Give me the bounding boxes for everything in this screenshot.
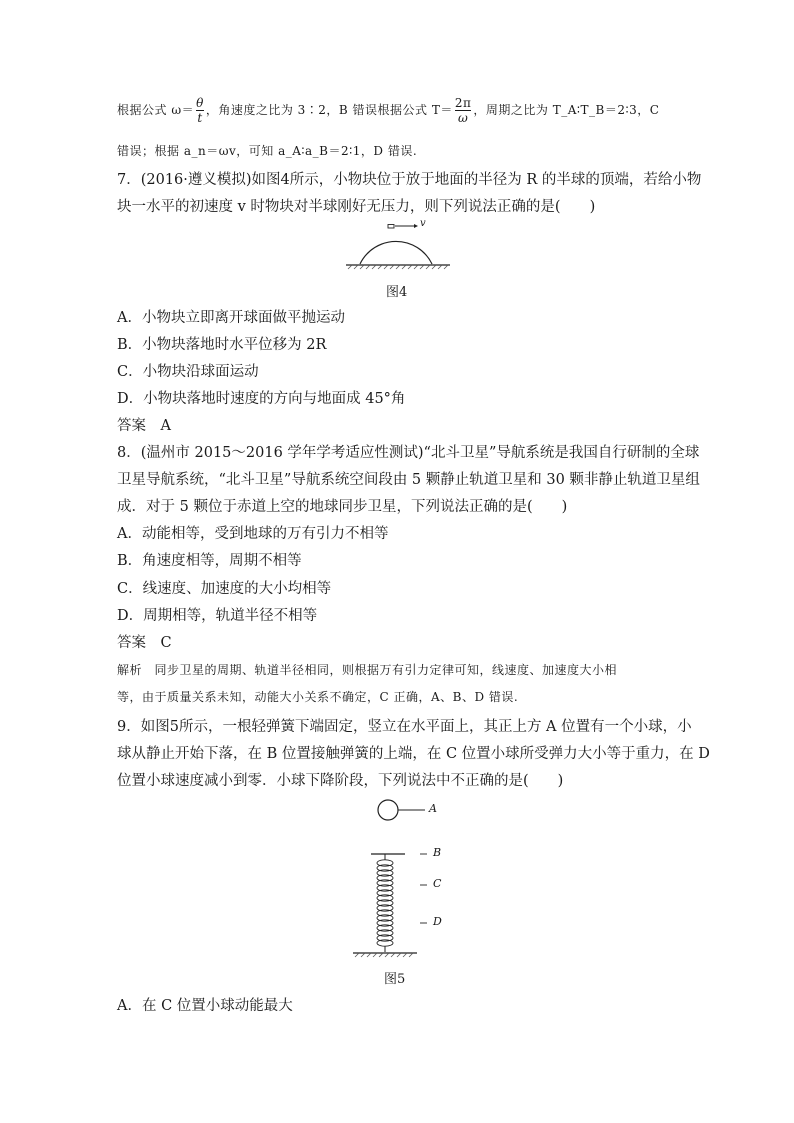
question-7-line-2: 块一水平的初速度 v 时物块对半球刚好无压力，则下列说法正确的是( ) [117,199,596,215]
ground-hatching [348,265,448,269]
solution-6-text-a: 根据公式 ω＝ [117,103,195,117]
solution-6-line-2: 错误；根据 a_n＝ωv，可知 a_A∶a_B＝2∶1，D 错误. [117,144,418,158]
velocity-arrow-head [414,224,418,228]
solution-6-text-b: ，角速度之比为 3∶2，B 错误根据公式 T＝ [205,103,453,117]
figure-4 [340,218,460,272]
figure-4-drawing [340,222,460,272]
figure-4-caption: 图4 [386,285,408,300]
figure-5 [345,796,455,961]
fraction-numerator-2: 2π [454,96,472,110]
fraction-denominator-2: ω [458,111,469,125]
figure-5-caption: 图5 [384,972,406,987]
question-9-line-3: 位置小球速度减小到零．小球下降阶段，下列说法中不正确的是( ) [117,773,564,789]
question-9-line-1: 9．如图5所示，一根轻弹簧下端固定，竖立在水平面上，其正上方 A 位置有一个小球，小 [117,719,692,735]
label-a: A [429,802,437,815]
solution-6-text-c: ，周期之比为 T_A∶T_B＝2∶3，C [473,103,660,117]
spring-coils [377,860,393,946]
question-9-option-a: A．在 C 位置小球动能最大 [117,998,293,1014]
question-7-option-a: A．小物块立即离开球面做平抛运动 [117,310,345,326]
small-block [388,225,394,229]
question-8-option-a: A．动能相等，受到地球的万有引力不相等 [117,526,389,542]
question-8-explanation-line-2: 等，由于质量关系未知，动能大小关系不确定，C 正确，A、B、D 错误. [117,690,519,704]
fraction-denominator: t [197,111,203,125]
question-7-line-1: 7．(2016·遵义模拟)如图4所示，小物块位于放于地面的半径为 R 的半球的顶端，若给小物 [117,172,702,188]
question-8-option-c: C．线速度、加速度的大小均相等 [117,581,332,597]
question-8-line-3: 成．对于 5 颗位于赤道上空的地球同步卫星，下列说法正确的是( ) [117,499,568,515]
ball-icon [378,800,398,820]
velocity-label: v [420,218,426,229]
question-8-explanation-line-1: 解析 同步卫星的周期、轨道半径相同，则根据万有引力定律可知，线速度、加速度大小相 [117,663,618,677]
question-7-answer: 答案 A [117,418,171,434]
question-8-line-1: 8．(温州市 2015～2016 学年学考适应性测试)“北斗卫星”导航系统是我国自行研制的全球 [117,445,700,461]
question-9-line-2: 球从静止开始下落，在 B 位置接触弹簧的上端，在 C 位置小球所受弹力大小等于重力，在 D [117,746,710,762]
question-7-option-b: B．小物块落地时水平位移为 2R [117,337,327,353]
label-c: C [433,877,442,890]
fraction-numerator: θ [196,96,204,110]
hemisphere-arc [360,241,432,264]
question-8-option-b: B．角速度相等，周期不相等 [117,553,302,569]
question-7-option-d: D．小物块落地时速度的方向与地面成 45°角 [117,391,406,407]
label-d: D [433,915,442,928]
question-8-option-d: D．周期相等，轨道半径不相等 [117,608,318,624]
solution-6-line-1 [117,96,659,125]
question-8-line-2: 卫星导航系统，“北斗卫星”导航系统空间段由 5 颗静止轨道卫星和 30 颗非静止轨道卫星组 [117,472,700,488]
fraction-theta-over-t [196,96,204,125]
fraction-2pi-over-omega [455,96,472,125]
question-7-option-c: C．小物块沿球面运动 [117,364,259,380]
question-8-answer: 答案 C [117,635,172,651]
label-b: B [433,846,442,859]
